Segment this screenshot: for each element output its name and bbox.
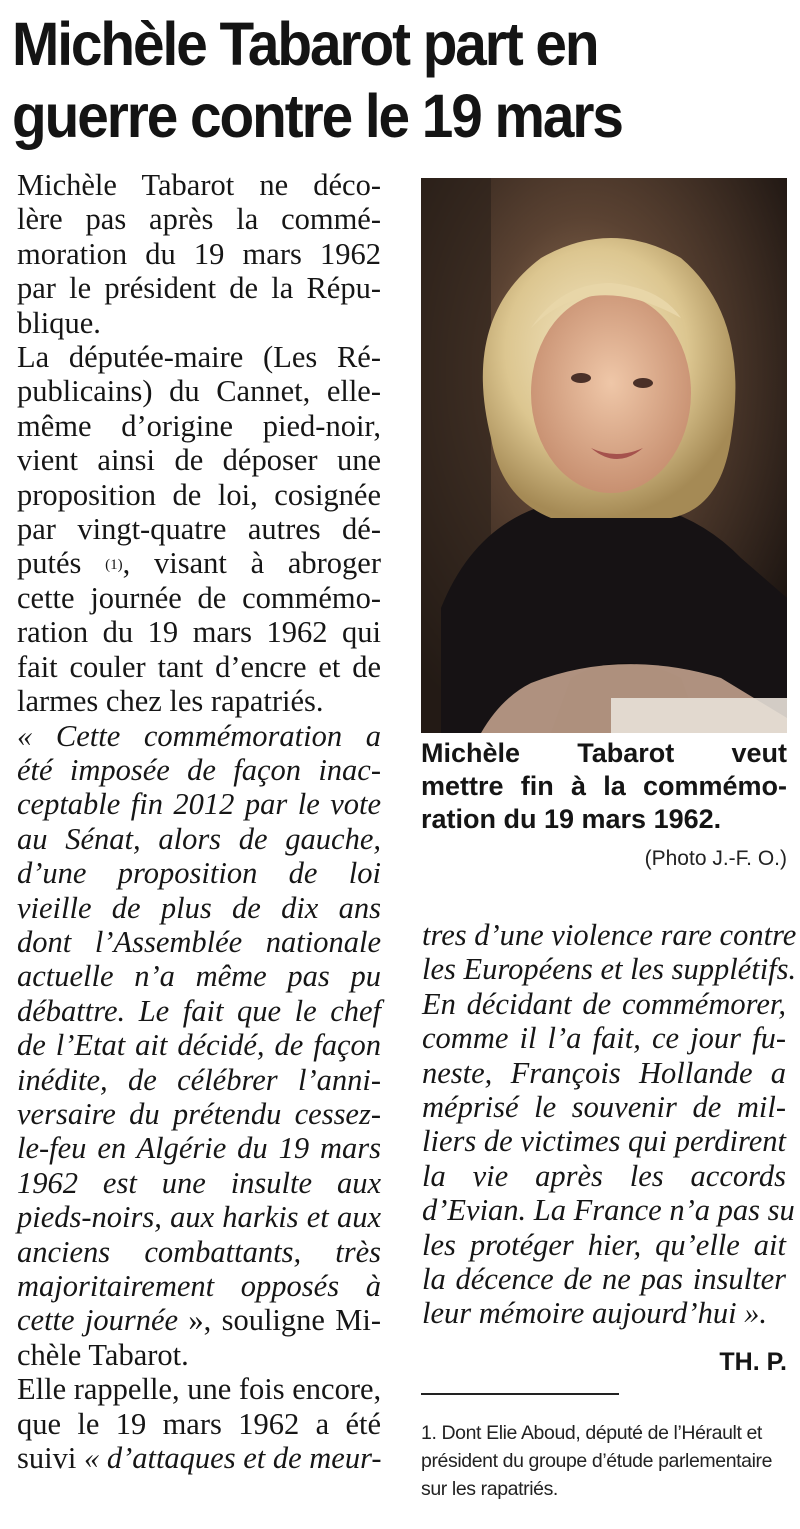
article-line: cette journée », souligne Mi-: [17, 1303, 382, 1338]
article-line: par vingt-quatre autres dé-: [17, 512, 381, 547]
article-line: moration du 19 mars 1962: [17, 236, 381, 271]
article-line: publicains) du Cannet, elle-: [17, 374, 381, 409]
article-line: cette journée de commémo-: [17, 580, 381, 615]
photo-caption: [421, 737, 787, 836]
article-line: leur mémoire aujourd’hui ».: [422, 1296, 768, 1331]
footnote-line: sur les rapatriés.: [421, 1478, 558, 1500]
article-line: blique.: [17, 305, 101, 340]
article-line: les protéger hier, qu’elle ait: [422, 1227, 786, 1262]
headline-line: guerre contre le 19 mars: [12, 82, 622, 150]
article-line: lère pas après la commé-: [17, 202, 381, 237]
article-line: Michèle Tabarot ne déco-: [17, 168, 381, 202]
article-line: chèle Tabarot.: [17, 1337, 189, 1372]
article-line: le-feu en Algérie du 19 mars: [17, 1131, 381, 1166]
article-line: actuelle n’a même pas pu: [17, 959, 381, 994]
caption-line: mettre fin à la commémo-: [421, 771, 787, 801]
article-line: versaire du prétendu cessez-: [17, 1096, 381, 1131]
article-line: de l’Etat ait décidé, de façon: [17, 1028, 381, 1063]
article-line: méprisé le souvenir de mil-: [422, 1090, 786, 1125]
article-line: La députée-maire (Les Ré-: [17, 340, 381, 375]
article-line: putés $^{(1)}$, visant à abroger: [17, 546, 381, 581]
article-line: la vie après les accords: [422, 1158, 786, 1193]
article-line: même d’origine pied-noir,: [17, 408, 381, 443]
article-line: tres d’une violence rare contre: [422, 918, 797, 952]
portrait-illustration: [421, 178, 787, 733]
article-line: fait couler tant d’encre et de: [17, 649, 381, 684]
article-line: ration du 19 mars 1962 qui: [17, 615, 381, 650]
article-line: la décence de ne pas insulter: [422, 1262, 786, 1297]
article-line: Elle rappelle, une fois encore,: [17, 1372, 382, 1407]
article-line: proposition de loi, cosignée: [17, 477, 381, 512]
article-line: d’une proposition de loi: [17, 856, 381, 891]
article-line: débattre. Le fait que le chef: [17, 993, 381, 1028]
article-line: suivi « d’attaques et de meur-: [17, 1441, 382, 1476]
article-line: liers de victimes qui perdirent: [422, 1124, 786, 1159]
article-line: les Européens et les supplétifs.: [422, 952, 797, 987]
footnote-reference: (1): [105, 557, 123, 574]
article-line: ceptable fin 2012 par le vote: [17, 787, 381, 822]
article-line: comme il l’a fait, ce jour fu-: [422, 1021, 786, 1056]
article-right-column: [422, 918, 797, 1331]
headline-line: Michèle Tabarot part en: [12, 10, 598, 78]
article-line: vient ainsi de déposer une: [17, 443, 381, 478]
caption-line: Michèle Tabarot veut: [421, 738, 787, 768]
footnote: [421, 1419, 791, 1503]
footnote-line: 1. Dont Elie Aboud, député de l’Hérault et: [421, 1422, 762, 1444]
article-line: été imposée de façon inac-: [17, 752, 381, 787]
footnote-divider: [421, 1393, 619, 1395]
portrait-photo: [421, 178, 787, 733]
article-line: majoritairement opposés à: [17, 1269, 381, 1303]
article-line: au Sénat, alors de gauche,: [17, 821, 381, 856]
article-line: « Cette commémoration a: [17, 718, 381, 753]
article-line: d’Evian. La France n’a pas su: [422, 1193, 795, 1228]
article-line: En décidant de commémorer,: [422, 986, 786, 1021]
article-line: larmes chez les rapatriés.: [17, 684, 324, 719]
article-line: que le 19 mars 1962 a été: [17, 1406, 381, 1441]
author-signature: TH. P.: [719, 1348, 787, 1376]
article-line: inédite, de célébrer l’anni-: [17, 1062, 381, 1097]
footnote-line: président du groupe d’étude parlementaire: [421, 1450, 773, 1472]
article-line: par le président de la Répu-: [17, 271, 381, 306]
article-line: neste, François Hollande a: [422, 1055, 786, 1090]
article-line: anciens combattants, très: [17, 1234, 381, 1269]
article-line: pieds-noirs, aux harkis et aux: [17, 1200, 381, 1235]
article-line: 1962 est une insulte aux: [17, 1165, 381, 1200]
caption-line: ration du 19 mars 1962.: [421, 804, 722, 834]
headline: [12, 8, 737, 152]
photo-credit: (Photo J.-F. O.): [644, 847, 787, 870]
article-line: vieille de plus de dix ans: [17, 890, 381, 925]
article-line: dont l’Assemblée nationale: [17, 924, 381, 959]
article-left-column: [17, 168, 381, 1475]
